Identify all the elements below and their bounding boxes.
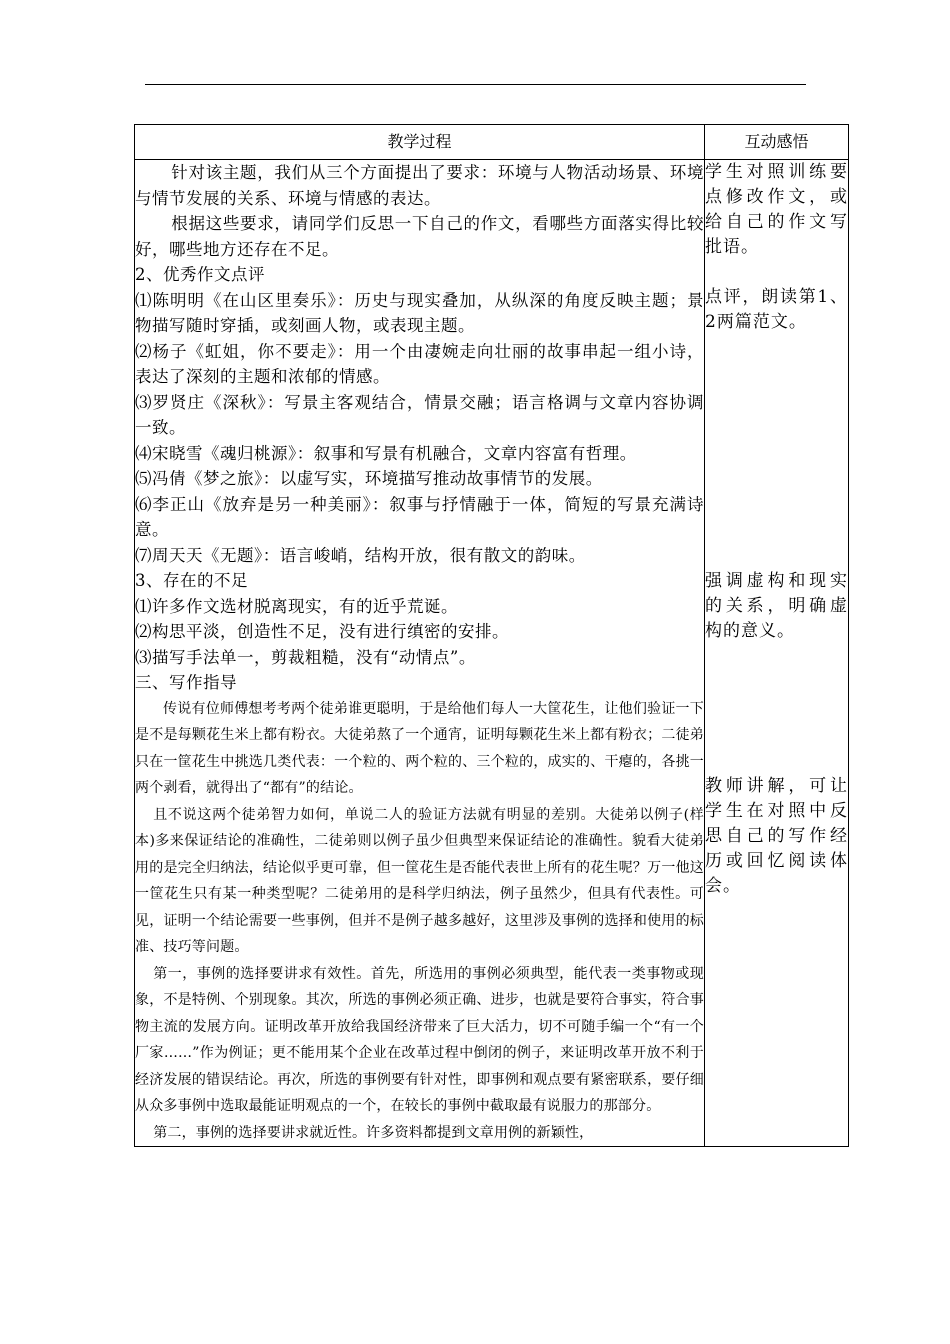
note-fiction-reality: 强调虚构和现实的关系，明确虚构的意义。 bbox=[705, 571, 848, 641]
note-read-samples: 点评，朗读第1、2两篇范文。 bbox=[705, 287, 848, 332]
table-header-row bbox=[135, 125, 849, 160]
review-item: ⑵杨子《虹姐，你不要走》：用一个由凄婉走向壮丽的故事串起一组小诗，表达了深刻的主题和浓郁的情感。 bbox=[135, 341, 704, 386]
column-header-process: 教学过程 bbox=[135, 125, 705, 160]
section-title-excellent: 2、优秀作文点评 bbox=[135, 265, 265, 284]
lesson-table bbox=[134, 124, 849, 1147]
review-item: ⑷宋晓雪《魂归桃源》：叙事和写景有机融合，文章内容富有哲理。 bbox=[135, 443, 637, 463]
reflection-cell bbox=[705, 160, 849, 1147]
review-item: ⑺周天天《无题》：语言峻峭，结构开放，很有散文的韵味。 bbox=[135, 545, 586, 565]
section-title-shortcomings: 3、存在的不足 bbox=[135, 571, 248, 590]
review-item: ⑹李正山《放弃是另一种美丽》：叙事与抒情融于一体，简短的写景充满诗意。 bbox=[135, 494, 704, 539]
paragraph-first-point: 第一，事例的选择要讲求有效性。首先，所选用的事例必须典型，能代表一类事物或现象，不是特例、个别现象。其次，所选的事例必须正确、进步，也就是要符合事实，符合事物主流的发展方向。证明改革开放给我国经济带来了巨大活力，切不可随手编一个“有一个厂家……”作为例证；更不能用某个企业在改革过程中倒闭的例子，来证明改革开放不利于经济发展的错误结论。再次，所选的事例要有针对性，即事例和观点要有紧密联系，要仔细从众多事例中选取最能证明观点的一个，在较长的事例中截取最有说服力的那部分。 bbox=[135, 965, 704, 1114]
review-item: ⑶罗贤庄《深秋》：写景主客观结合，情景交融；语言格调与文章内容协调一致。 bbox=[135, 392, 704, 437]
column-header-reflection: 互动感悟 bbox=[705, 125, 849, 160]
table-body-row bbox=[135, 160, 849, 1147]
note-teacher-explain: 教师讲解，可让学生在对照中反思自己的写作经历或回忆阅读体会。 bbox=[705, 776, 848, 896]
paragraph-analysis: 且不说这两个徒弟智力如何，单说二人的验证方法就有明显的差别。大徒弟以例子(样本)多来保证结论的准确性，二徒弟则以例子虽少但典型来保证结论的准确性。貌看大徒弟用的是完全归纳法，结论似乎更可靠，但一筐花生是否能代表世上所有的花生呢？万一他这一筐花生只有某一种类型呢？二徒弟用的是科学归纳法，例子虽然少，但具有代表性。可见，证明一个结论需要一些事例，但并不是例子越多越好，这里涉及事例的选择和使用的标准、技巧等问题。 bbox=[135, 806, 704, 955]
note-revise: 学生对照训练要点修改作文，或给自己的作文写批语。 bbox=[705, 162, 848, 257]
teaching-process-cell bbox=[135, 160, 705, 1147]
review-item: ⑸冯倩《梦之旅》：以虚写实，环境描写推动故事情节的发展。 bbox=[135, 469, 603, 488]
issue-item: ⑵构思平淡，创造性不足，没有进行缜密的安排。 bbox=[135, 622, 509, 641]
header-rule bbox=[145, 84, 806, 85]
review-item: ⑴陈明明《在山区里奏乐》：历史与现实叠加，从纵深的角度反映主题；景物描写随时穿插，或刻画人物，或表现主题。 bbox=[135, 290, 704, 335]
paragraph-peanut-story: 传说有位师傅想考考两个徒弟谁更聪明，于是给他们每人一大筐花生，让他们验证一下是不是每颗花生米上都有粉衣。大徒弟熬了一个通宵，证明每颗花生米上都有粉衣；二徒弟只在一筐花生中挑选几类代表：一个粒的、两个粒的、三个粒的，成实的、干瘪的，各挑一两个剥看，就得出了“都有”的结论。 bbox=[135, 700, 704, 796]
issue-item: ⑴许多作文选材脱离现实，有的近乎荒诞。 bbox=[135, 596, 458, 616]
paragraph-requirements: 针对该主题，我们从三个方面提出了要求：环境与人物活动场景、环境与情节发展的关系、环境与情感的表达。 bbox=[135, 163, 704, 208]
paragraph-second-point: 第二，事例的选择要讲求就近性。许多资料都提到文章用例的新颖性， bbox=[153, 1124, 594, 1141]
section-title-guidance: 三、写作指导 bbox=[135, 673, 237, 692]
paragraph-reflection: 根据这些要求，请同学们反思一下自己的作文，看哪些方面落实得比较好，哪些地方还存在不足。 bbox=[135, 214, 704, 259]
issue-item: ⑶描写手法单一，剪裁粗糙，没有“动情点”。 bbox=[135, 647, 476, 667]
